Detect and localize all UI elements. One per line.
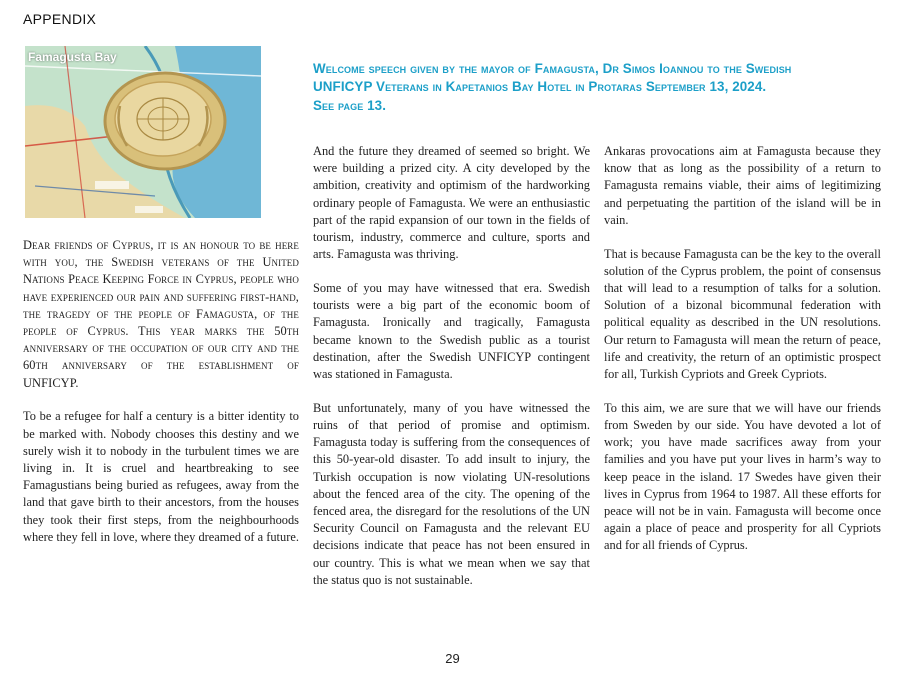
body-paragraph: Some of you may have witnessed that era. Swedish tourists were a big part of the economic boom of Famagusta. Ironically and tragically, Famagusta became known to the Swedish public as a tourist destination, after the Swedish UNFICYP contingent was stationed in Famagusta.	[313, 281, 590, 382]
speech-title-line-1: Welcome speech given by the mayor of Famagusta, Dr Simos Ioannou to the Swedish	[313, 61, 792, 76]
map-with-un-badge-image	[25, 46, 261, 218]
body-paragraph: Ankaras provocations aim at Famagusta because they know that as long as the possibility of a return to Famagusta remains viable, their aims of legitimizing and perpetuating the partition of the island will be in vain.	[604, 144, 881, 227]
photo-caption: Famagusta Bay	[28, 50, 117, 64]
speech-title-line-3: See page 13.	[313, 97, 387, 113]
body-paragraph: And the future they dreamed of seemed so bright. We were building a prized city. A city developed by the ambition, creativity and optimism of the hardworking ordinary people of Famagusta. We were an enthusiastic part of the rapid expansion of our town in the fields of tourism, industry, commerce and culture, sports and arts. Famagusta was thriving.	[313, 144, 590, 262]
body-paragraph: That is because Famagusta can be the key to the overall solution of the Cyprus problem, the point of consensus that will lead to a resumption of talks for a solution. Solution of a bizonal bicommunal federation with political equality as described in the UN resolutions. Our return to Famagusta will mean the return of peace, life and creativity, the return of an optimistic prospect for all, Turkish Cypriots and Greek Cypriots.	[604, 246, 881, 382]
speech-title	[313, 60, 883, 115]
section-label: APPENDIX	[23, 11, 97, 27]
intro-paragraph: Dear friends of Cyprus, it is an honour to be here with you, the Swedish veterans of the United Nations Peace Keeping Force in Cyprus, people who have experienced our pain and suffering first-hand, the tragedy of the people of Famagusta, of the people of Cyprus. This year marks the 50th anniversary of the occupation of our city and the 60th anniversary of the establishment of UNFICYP.	[23, 238, 299, 390]
body-paragraph: To be a refugee for half a century is a bitter identity to be marked with. Nobody chooses this destiny and we surely wish it to nobody in the turbulent times we are living in. It is cruel and heartbreaking to see Famagustians being buried as refugees, away from the land that gave birth to their ancestors, from the houses they took their first steps, from the neighbourhoods where they fell in love, where they dreamed of a future.	[23, 409, 299, 544]
right-text-column	[604, 143, 881, 571]
body-paragraph: To this aim, we are sure that we will have our friends from Sweden by our side. You have devoted a lot of work; you have made sacrifices away from your families and you have put your lives in harm’s way to keep peace in the island. 17 Swedes have given their lives in Cyprus from 1964 to 1987. All these efforts for peace will not be in vain. Famagusta will become once again a place of peace and prosperity for all Cypriots and for all friends of Cyprus.	[604, 400, 881, 553]
body-paragraph: But unfortunately, many of you have witnessed the ruins of that period of promise and optimism. Famagusta today is suffering from the consequences of this 50-year-old disaster. To add insult to injury, the Turkish occupation is now violating UN-resolutions about the fenced area of the city. The opening of the fenced area, the disregard for the resolutions of the UN Security Council on Famagusta and the relevant EU decisions indicate that peace has not been ensured in our country. This is what we mean when we say that the status quo is not sustainable.	[313, 400, 590, 587]
speech-title-line-2: UNFICYP Veterans in Kapetanios Bay Hotel in Protaras September 13, 2024.	[313, 79, 767, 95]
famagusta-bay-photo	[25, 46, 261, 218]
middle-text-column	[313, 143, 590, 606]
left-text-column	[23, 237, 299, 563]
page-number: 29	[445, 651, 460, 666]
